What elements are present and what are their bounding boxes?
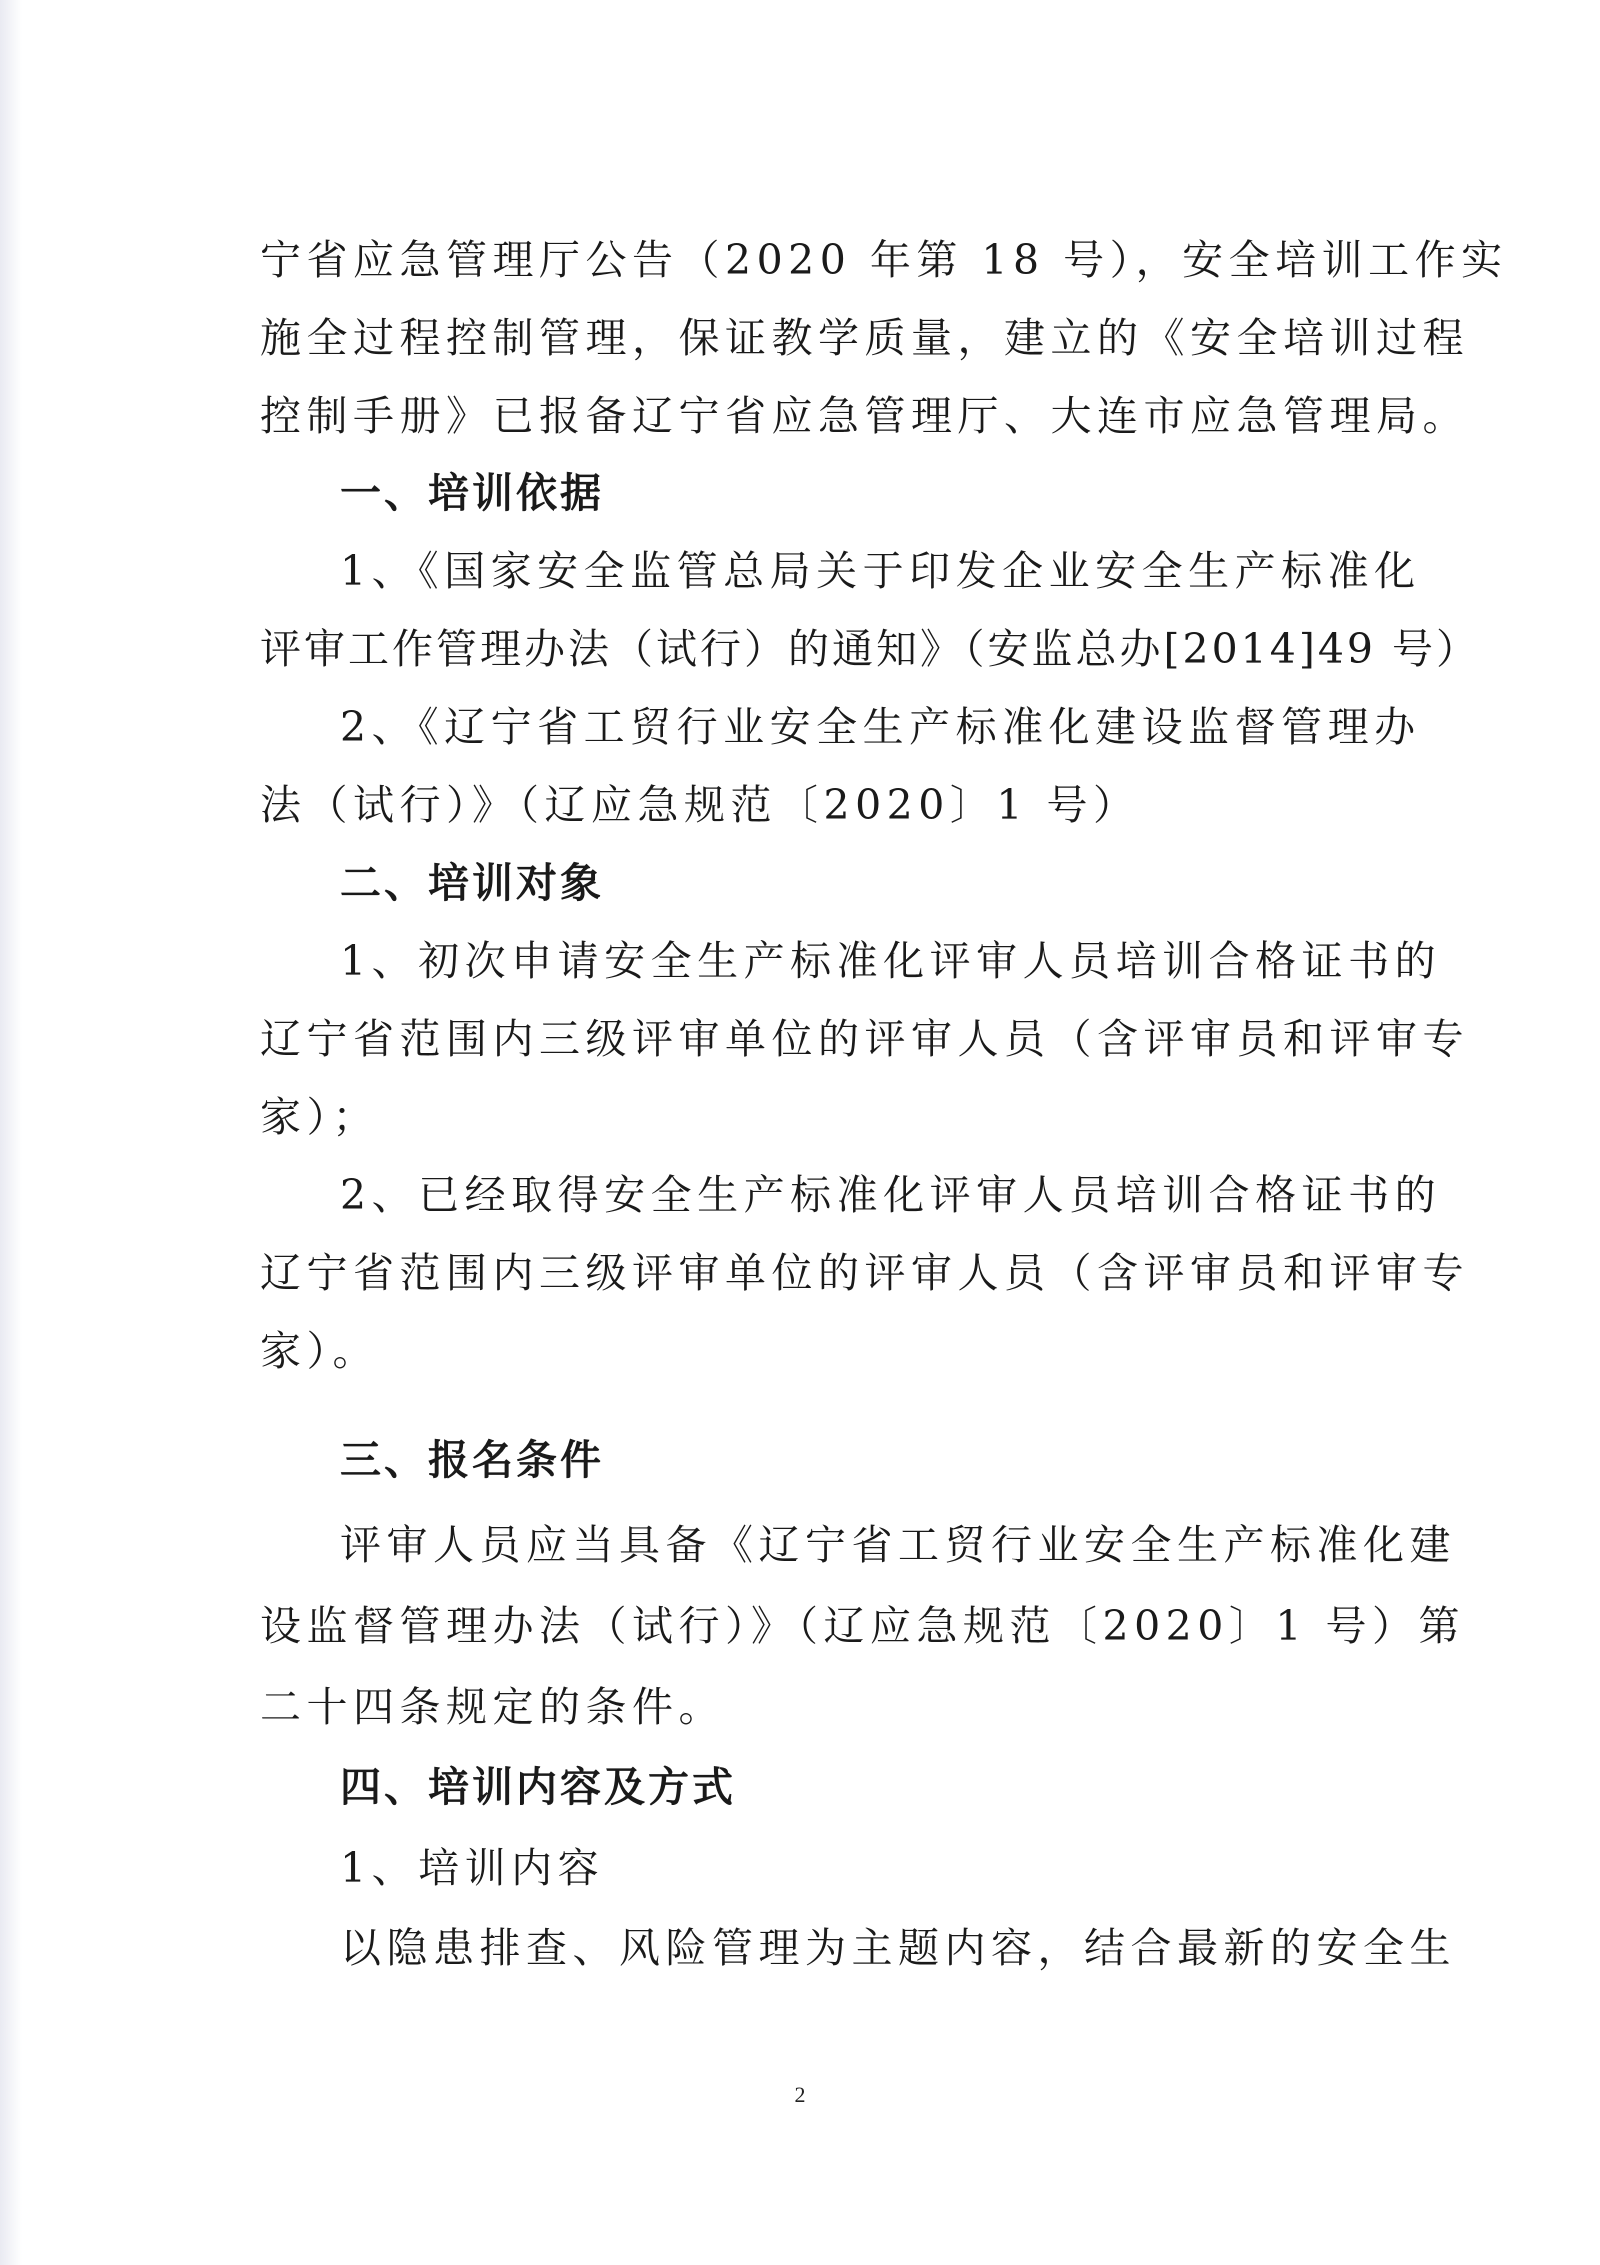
text-line: 评审人员应当具备《辽宁省工贸行业安全生产标准化建 (340, 1521, 1456, 1569)
text-line: 评审工作管理办法（试行）的通知》（安监总办[2014]49 号） (260, 625, 1481, 673)
text-line: 2、已经取得安全生产标准化评审人员培训合格证书的 (340, 1171, 1442, 1219)
text-line: 1、《国家安全监管总局关于印发企业安全生产标准化 (340, 547, 1421, 595)
text-line: 1、培训内容 (340, 1844, 605, 1892)
scan-edge (0, 0, 22, 2265)
section-heading: 四、培训内容及方式 (340, 1763, 736, 1811)
text-line: 施全过程控制管理，保证教学质量，建立的《安全培训过程 (260, 314, 1469, 362)
text-line: 宁省应急管理厅公告（2020 年第 18 号），安全培训工作实 (260, 236, 1508, 284)
page-number: 2 (794, 2082, 806, 2107)
text-line: 以隐患排查、风险管理为主题内容，结合最新的安全生 (340, 1924, 1456, 1972)
text-line: 控制手册》已报备辽宁省应急管理厅、大连市应急管理局。 (260, 392, 1469, 440)
section-heading: 三、报名条件 (340, 1436, 604, 1484)
text-line: 辽宁省范围内三级评审单位的评审人员（含评审员和评审专 (260, 1249, 1469, 1297)
section-heading: 一、培训依据 (340, 469, 604, 517)
text-line: 二十四条规定的条件。 (260, 1683, 725, 1731)
section-heading: 二、培训对象 (340, 859, 604, 907)
text-line: 家）； (260, 1093, 379, 1141)
text-line: 法（试行）》（辽应急规范〔2020〕1 号） (260, 781, 1140, 829)
text-line: 辽宁省范围内三级评审单位的评审人员（含评审员和评审专 (260, 1015, 1469, 1063)
text-line: 2、《辽宁省工贸行业安全生产标准化建设监督管理办 (340, 703, 1421, 751)
text-line: 家）。 (260, 1327, 379, 1375)
text-line: 设监督管理办法（试行）》（辽应急规范〔2020〕1 号）第 (260, 1602, 1465, 1650)
text-line: 1、初次申请安全生产标准化评审人员培训合格证书的 (340, 937, 1442, 985)
